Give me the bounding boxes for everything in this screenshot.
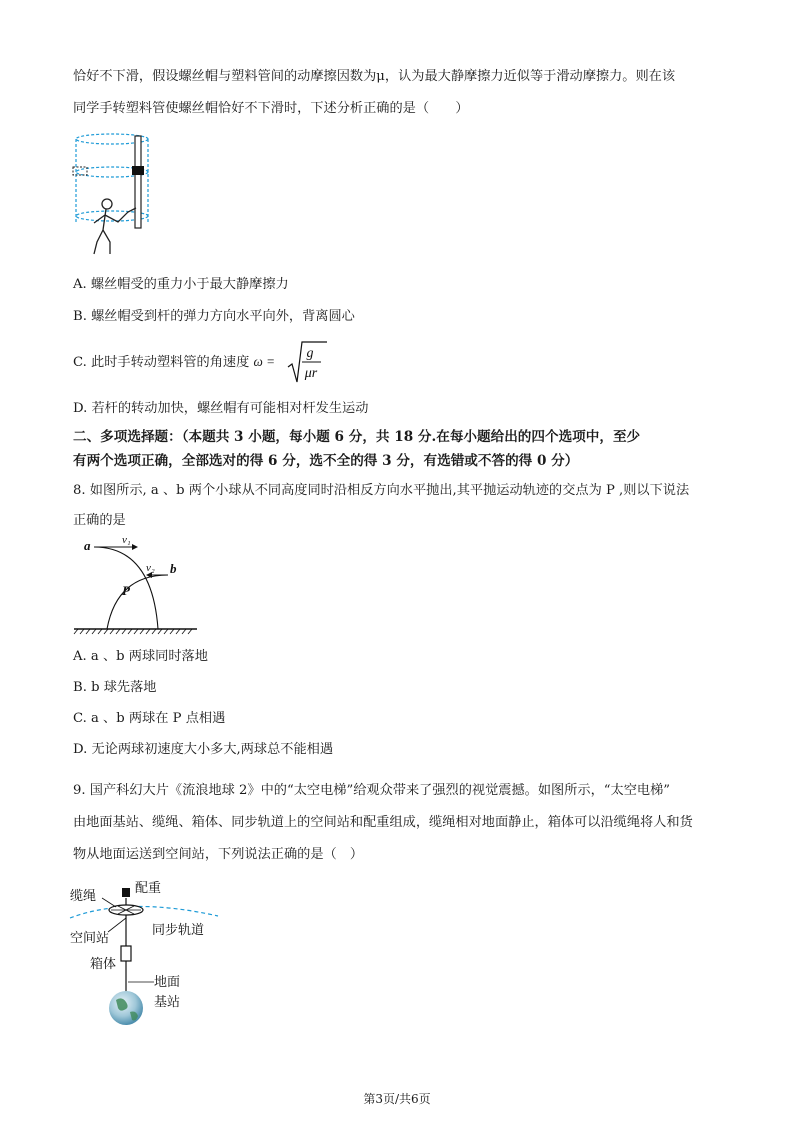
q9-label-orbit: 同步轨道	[152, 923, 205, 938]
q7-option-c	[73, 353, 275, 372]
page-number-footer: 第3页/共6页	[363, 1092, 431, 1106]
q7-option-c-prefix: C. 此时手转动塑料管的角速度	[73, 355, 250, 370]
q7-option-b: B. 螺丝帽受到杆的弹力方向水平向外，背离圆心	[73, 309, 355, 324]
q9-label-counterweight: 配重	[135, 881, 162, 896]
q9-space-elevator-figure	[68, 876, 228, 1030]
q9-text-line-3: 物从地面运送到空间站，下列说法正确的是（ ）	[73, 847, 364, 862]
q8-option-a: A. a 、b 两球同时落地	[73, 649, 208, 664]
q8-projectile-figure	[72, 535, 202, 635]
q8-label-b: b	[170, 561, 177, 576]
q8-label-p: P	[122, 583, 130, 598]
q9-label-ground-1: 地面	[154, 975, 181, 990]
q7-sqrt-numerator: g	[306, 346, 314, 361]
q8-option-b: B. b 球先落地	[73, 680, 157, 695]
q7-text-line-2: 同学手转塑料管使螺丝帽恰好不下滑时，下述分析正确的是（ ）	[73, 101, 469, 116]
q8-option-d: D. 无论两球初速度大小多大,两球总不能相遇	[73, 742, 334, 757]
q8-text-line-1: 8. 如图所示, a 、b 两个小球从不同高度同时沿相反方向水平抛出,其平抛运动轨迹的交点为 P ,则以下说法	[73, 483, 690, 498]
q7-rotating-tube-figure	[70, 130, 170, 262]
q8-label-v2: v₂	[146, 562, 155, 574]
q8-label-v1: v₁	[122, 535, 131, 546]
q9-text-line-2: 由地面基站、缆绳、箱体、同步轨道上的空间站和配重组成，缆绳相对地面静止，箱体可以沿缆绳将人和货	[73, 815, 693, 830]
q8-text-line-2: 正确的是	[73, 513, 126, 528]
q9-label-ground-2: 基站	[154, 995, 181, 1010]
q8-label-a: a	[84, 538, 91, 553]
q7-text-line-1: 恰好不下滑，假设螺丝帽与塑料管间的动摩擦因数为μ，认为最大静摩擦力近似等于滑动摩擦力。则在该	[73, 69, 676, 84]
q9-label-station: 空间站	[70, 931, 110, 946]
q7-sqrt-denominator: μr	[304, 366, 318, 381]
section-2-heading-line-1: 二、多项选择题：（本题共 3 小题，每小题 6 分，共 18 分.在每小题给出的四个选项中，至少	[73, 429, 641, 445]
q8-option-c: C. a 、b 两球在 P 点相遇	[73, 711, 226, 726]
q7-omega-lhs: ω =	[253, 354, 275, 369]
q9-text-line-1: 9. 国产科幻大片《流浪地球 2》中的“太空电梯”给观众带来了强烈的视觉震撼。如图所示，“太空电梯”	[73, 783, 671, 798]
q7-sqrt-formula	[287, 340, 327, 386]
q7-option-a: A. 螺丝帽受的重力小于最大静摩擦力	[73, 277, 289, 292]
section-2-heading-line-2: 有两个选项正确，全部选对的得 6 分，选不全的得 3 分，有选错或不答的得 0 分）	[73, 453, 579, 469]
q7-option-d: D. 若杆的转动加快，螺丝帽有可能相对杆发生运动	[73, 401, 369, 416]
q9-label-cable: 缆绳	[70, 889, 97, 904]
q9-label-box: 箱体	[90, 957, 117, 972]
